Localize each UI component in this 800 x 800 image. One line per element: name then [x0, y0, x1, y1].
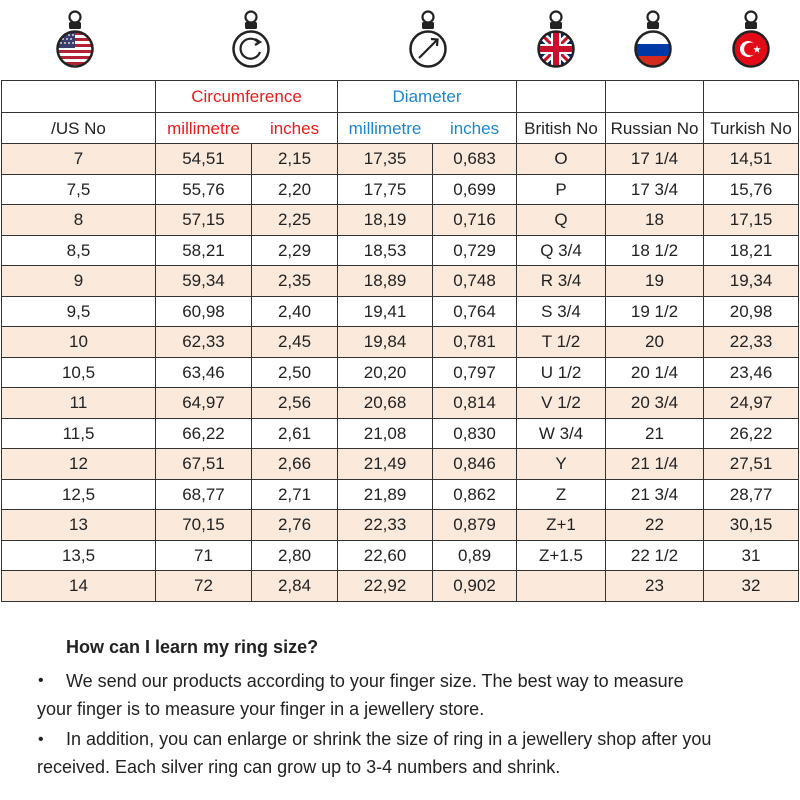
dia-mm-cell: 17,75 — [338, 174, 433, 205]
table-row — [2, 418, 799, 449]
circ-in-cell: 2,25 — [252, 205, 338, 236]
table-row — [2, 357, 799, 388]
russian-no-header: Russian No — [606, 113, 704, 144]
russian-size-cell: 19 1/2 — [606, 296, 704, 327]
dia-mm-cell: 21,08 — [338, 418, 433, 449]
circ-in-cell: 2,29 — [252, 235, 338, 266]
circ-mm-cell: 67,51 — [156, 449, 252, 480]
dia-mm-cell: 22,92 — [338, 571, 433, 602]
us-size-cell: 7 — [2, 144, 156, 175]
group-header-row — [2, 81, 799, 113]
circ-in-cell: 2,66 — [252, 449, 338, 480]
circ-in-cell: 2,40 — [252, 296, 338, 327]
russian-size-cell: 22 — [606, 510, 704, 541]
dia-mm-cell: 19,41 — [338, 296, 433, 327]
dia-mm-cell: 22,60 — [338, 540, 433, 571]
circ-mm-cell: 66,22 — [156, 418, 252, 449]
circumference-header: Circumference — [156, 81, 338, 113]
british-size-cell: T 1/2 — [517, 327, 606, 358]
us-size-cell: 12 — [2, 449, 156, 480]
us-size-cell: 9,5 — [2, 296, 156, 327]
us-size-cell: 8 — [2, 205, 156, 236]
table-row — [2, 510, 799, 541]
us-size-cell: 10,5 — [2, 357, 156, 388]
british-no-header: British No — [517, 113, 606, 144]
circ-in-cell: 2,76 — [252, 510, 338, 541]
blank-header-cell — [704, 81, 799, 113]
british-size-cell — [517, 571, 606, 602]
russian-size-cell: 18 — [606, 205, 704, 236]
circ-mm-cell: 64,97 — [156, 388, 252, 419]
icon-strip — [0, 0, 800, 80]
russian-size-cell: 23 — [606, 571, 704, 602]
table-row — [2, 388, 799, 419]
uk-flag-icon — [533, 8, 579, 74]
british-size-cell: S 3/4 — [517, 296, 606, 327]
british-size-cell: U 1/2 — [517, 357, 606, 388]
circ-in-cell: 2,80 — [252, 540, 338, 571]
diameter-arrow-icon — [405, 8, 451, 74]
circ-in-cell: 2,71 — [252, 479, 338, 510]
blank-header-cell — [606, 81, 704, 113]
table-row — [2, 327, 799, 358]
turkish-size-cell: 28,77 — [704, 479, 799, 510]
dia-mm-cell: 20,20 — [338, 357, 433, 388]
dia-mm-cell: 22,33 — [338, 510, 433, 541]
turkish-size-cell: 27,51 — [704, 449, 799, 480]
table-row — [2, 571, 799, 602]
dia-in-cell: 0,902 — [433, 571, 517, 602]
us-size-cell: 14 — [2, 571, 156, 602]
circ-mm-cell: 70,15 — [156, 510, 252, 541]
turkish-size-cell: 14,51 — [704, 144, 799, 175]
us-size-cell: 10 — [2, 327, 156, 358]
turkish-size-cell: 18,21 — [704, 235, 799, 266]
russian-size-cell: 18 1/2 — [606, 235, 704, 266]
us-no-header: /US No — [2, 113, 156, 144]
circ-mm-cell: 59,34 — [156, 266, 252, 297]
dia-in-cell: 0,879 — [433, 510, 517, 541]
circ-in-cell: 2,15 — [252, 144, 338, 175]
circ-mm-cell: 60,98 — [156, 296, 252, 327]
dia-mm-cell: 17,35 — [338, 144, 433, 175]
turkish-size-cell: 19,34 — [704, 266, 799, 297]
turkish-size-cell: 20,98 — [704, 296, 799, 327]
turkey-flag-icon — [728, 8, 774, 74]
table-row — [2, 235, 799, 266]
dia-in-cell: 0,683 — [433, 144, 517, 175]
russia-flag-icon — [630, 8, 676, 74]
russian-size-cell: 19 — [606, 266, 704, 297]
us-flag-icon — [52, 8, 98, 74]
circ-mm-cell: 58,21 — [156, 235, 252, 266]
turkish-size-cell: 32 — [704, 571, 799, 602]
circ-mm-header: millimetre — [156, 113, 252, 144]
dia-mm-cell: 21,49 — [338, 449, 433, 480]
turkish-size-cell: 22,33 — [704, 327, 799, 358]
size-rows — [2, 144, 799, 602]
table-row — [2, 449, 799, 480]
bullet-1-line-2: your finger is to measure your finger in a jewellery store. — [37, 699, 485, 719]
british-size-cell: R 3/4 — [517, 266, 606, 297]
british-size-cell: O — [517, 144, 606, 175]
circ-mm-cell: 55,76 — [156, 174, 252, 205]
russian-size-cell: 21 1/4 — [606, 449, 704, 480]
circ-mm-cell: 62,33 — [156, 327, 252, 358]
turkish-size-cell: 24,97 — [704, 388, 799, 419]
dia-in-cell: 0,862 — [433, 479, 517, 510]
russian-size-cell: 21 — [606, 418, 704, 449]
table-row — [2, 296, 799, 327]
british-size-cell: Y — [517, 449, 606, 480]
russian-size-cell: 17 3/4 — [606, 174, 704, 205]
british-size-cell: Q — [517, 205, 606, 236]
bullet-1-line-1: We send our products according to your finger size. The best way to measure — [66, 671, 684, 691]
dia-in-cell: 0,764 — [433, 296, 517, 327]
circ-mm-cell: 63,46 — [156, 357, 252, 388]
russian-size-cell: 22 1/2 — [606, 540, 704, 571]
us-size-cell: 13,5 — [2, 540, 156, 571]
dia-in-cell: 0,716 — [433, 205, 517, 236]
dia-in-cell: 0,797 — [433, 357, 517, 388]
british-size-cell: Q 3/4 — [517, 235, 606, 266]
russian-size-cell: 20 1/4 — [606, 357, 704, 388]
circ-in-cell: 2,84 — [252, 571, 338, 602]
british-size-cell: P — [517, 174, 606, 205]
table-row — [2, 144, 799, 175]
us-size-cell: 13 — [2, 510, 156, 541]
dia-in-cell: 0,781 — [433, 327, 517, 358]
turkish-no-header: Turkish No — [704, 113, 799, 144]
us-size-cell: 7,5 — [2, 174, 156, 205]
turkish-size-cell: 30,15 — [704, 510, 799, 541]
dia-in-cell: 0,729 — [433, 235, 517, 266]
blank-header-cell — [517, 81, 606, 113]
british-size-cell: V 1/2 — [517, 388, 606, 419]
dia-in-cell: 0,830 — [433, 418, 517, 449]
blank-header-cell — [2, 81, 156, 113]
table-row — [2, 266, 799, 297]
dia-in-cell: 0,748 — [433, 266, 517, 297]
circ-in-cell: 2,20 — [252, 174, 338, 205]
circ-in-cell: 2,45 — [252, 327, 338, 358]
dia-mm-cell: 21,89 — [338, 479, 433, 510]
us-size-cell: 9 — [2, 266, 156, 297]
turkish-size-cell: 17,15 — [704, 205, 799, 236]
circ-in-cell: 2,50 — [252, 357, 338, 388]
table-row — [2, 540, 799, 571]
dia-mm-cell: 18,19 — [338, 205, 433, 236]
column-header-row — [2, 113, 799, 144]
british-size-cell: Z — [517, 479, 606, 510]
diameter-header: Diameter — [338, 81, 517, 113]
us-size-cell: 12,5 — [2, 479, 156, 510]
dia-mm-cell: 18,89 — [338, 266, 433, 297]
ring-size-table — [1, 80, 799, 602]
dia-in-cell: 0,89 — [433, 540, 517, 571]
circ-mm-cell: 72 — [156, 571, 252, 602]
dia-mm-header: millimetre — [338, 113, 433, 144]
turkish-size-cell: 15,76 — [704, 174, 799, 205]
dia-in-cell: 0,814 — [433, 388, 517, 419]
circ-in-header: inches — [252, 113, 338, 144]
us-size-cell: 11 — [2, 388, 156, 419]
circ-mm-cell: 57,15 — [156, 205, 252, 236]
circ-in-cell: 2,35 — [252, 266, 338, 297]
russian-size-cell: 20 — [606, 327, 704, 358]
circ-in-cell: 2,61 — [252, 418, 338, 449]
dia-in-header: inches — [433, 113, 517, 144]
table-row — [2, 479, 799, 510]
turkish-size-cell: 23,46 — [704, 357, 799, 388]
dia-in-cell: 0,699 — [433, 174, 517, 205]
dia-mm-cell: 19,84 — [338, 327, 433, 358]
table-row — [2, 205, 799, 236]
turkish-size-cell: 26,22 — [704, 418, 799, 449]
table-row — [2, 174, 799, 205]
circular-arrow-icon — [228, 8, 274, 74]
circ-mm-cell: 54,51 — [156, 144, 252, 175]
circ-in-cell: 2,56 — [252, 388, 338, 419]
circ-mm-cell: 68,77 — [156, 479, 252, 510]
turkish-size-cell: 31 — [704, 540, 799, 571]
dia-in-cell: 0,846 — [433, 449, 517, 480]
bullet-point: • — [38, 731, 44, 748]
us-size-cell: 8,5 — [2, 235, 156, 266]
dia-mm-cell: 18,53 — [338, 235, 433, 266]
bullet-2-line-2: received. Each silver ring can grow up to 3-4 numbers and shrink. — [37, 757, 561, 777]
circ-mm-cell: 71 — [156, 540, 252, 571]
dia-mm-cell: 20,68 — [338, 388, 433, 419]
russian-size-cell: 21 3/4 — [606, 479, 704, 510]
notes-title: How can I learn my ring size? — [66, 637, 319, 657]
british-size-cell: Z+1.5 — [517, 540, 606, 571]
british-size-cell: Z+1 — [517, 510, 606, 541]
russian-size-cell: 20 3/4 — [606, 388, 704, 419]
bullet-2-line-1: In addition, you can enlarge or shrink the size of ring in a jewellery shop after you — [66, 729, 712, 749]
bullet-point: • — [38, 672, 44, 689]
british-size-cell: W 3/4 — [517, 418, 606, 449]
russian-size-cell: 17 1/4 — [606, 144, 704, 175]
us-size-cell: 11,5 — [2, 418, 156, 449]
